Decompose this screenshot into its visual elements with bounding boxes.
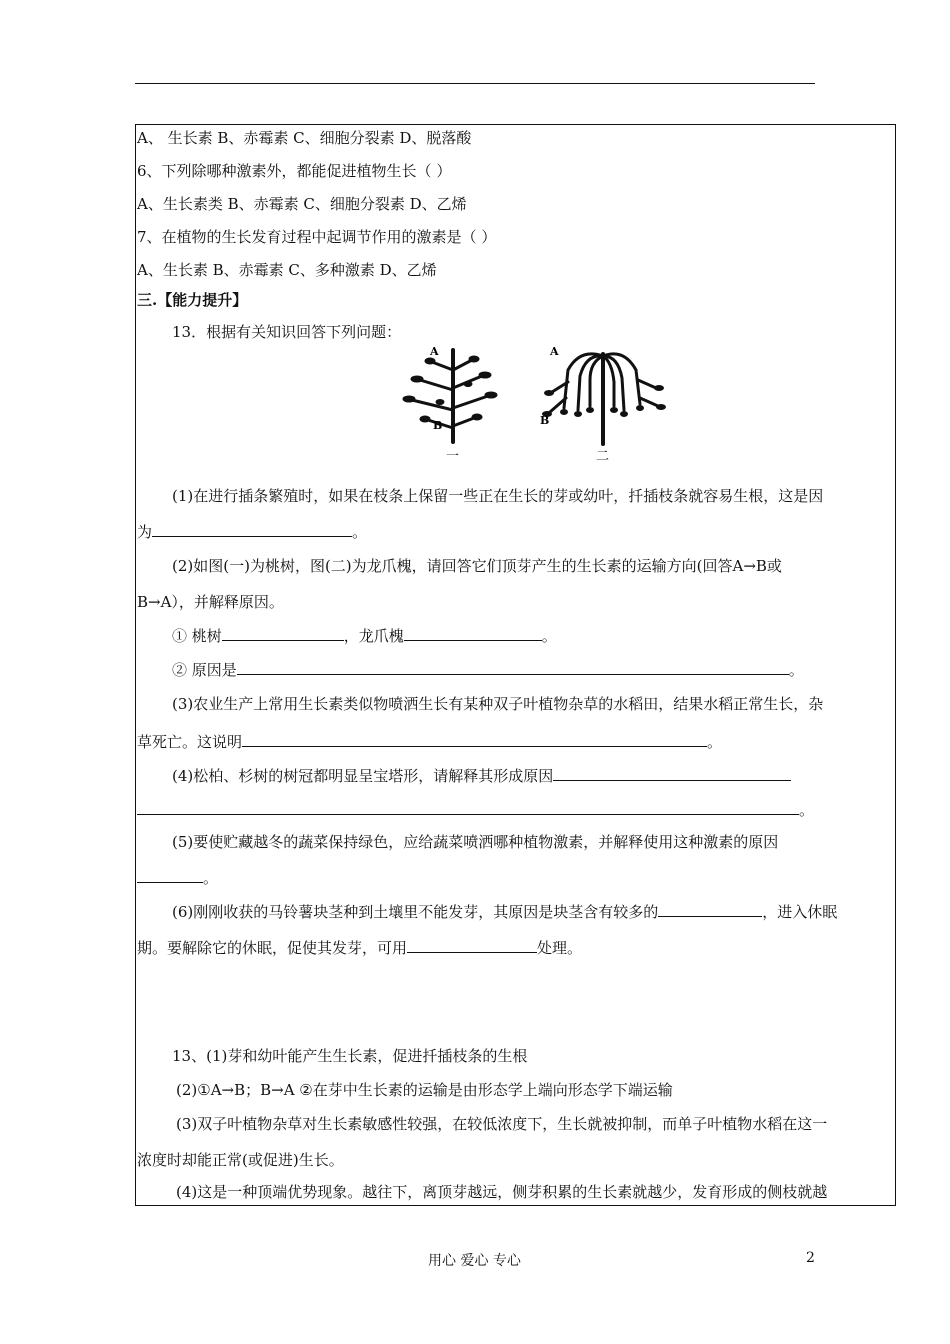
crown-reason-blank-2[interactable] xyxy=(137,800,799,815)
p2-line-a: (2)如图(一)为桃树，图(二)为龙爪槐，请回答它们顶芽产生的生长素的运输方向(回答A→B或 xyxy=(172,557,782,575)
hormone-blank[interactable] xyxy=(137,868,203,883)
p2-d-pre: ② 原因是 xyxy=(172,661,237,679)
p3-line-b xyxy=(137,732,722,752)
q7-stem: 7、在植物的生长发育过程中起调节作用的激素是（ ） xyxy=(137,228,497,246)
reason-blank[interactable] xyxy=(237,660,789,675)
p4-a-pre: (4)松柏、杉树的树冠都明显呈宝塔形，请解释其形成原因 xyxy=(172,767,554,785)
p5-b-post: 。 xyxy=(203,869,219,887)
p6-line-b xyxy=(137,938,582,958)
crown-reason-blank[interactable] xyxy=(553,766,791,781)
pagoda-tree-drawing xyxy=(542,354,666,444)
footer-motto: 用心 爱心 专心 xyxy=(428,1253,521,1269)
q13-stem: 13．根据有关知识回答下列问题： xyxy=(172,323,402,341)
treatment-blank[interactable] xyxy=(407,938,537,953)
q6-options: A、生长素类 B、赤霉素 C、细胞分裂素 D、乙烯 xyxy=(137,195,467,213)
pagoda-label-b: B xyxy=(540,414,550,427)
plant-figure xyxy=(390,340,680,465)
caption-one: 一 xyxy=(446,449,460,464)
p2-c-mid: ，龙爪槐 xyxy=(343,627,404,645)
pagoda-label-a: A xyxy=(550,345,559,358)
p2-line-d xyxy=(172,660,804,680)
peach-tree-drawing xyxy=(403,350,497,442)
p6-b-post: 处理。 xyxy=(537,939,583,957)
dormancy-blank[interactable] xyxy=(658,902,762,917)
p3-b-pre: 草死亡。这说明 xyxy=(137,733,243,751)
p5-line-a: (5)要使贮藏越冬的蔬菜保持绿色，应给蔬菜喷洒哪种植物激素，并解释使用这种激素的原因 xyxy=(172,833,779,851)
page-number: 2 xyxy=(806,1250,815,1266)
p6-a-post: ，进入休眠 xyxy=(762,903,838,921)
answer-2: (2)①A→B；B→A ②在芽中生长素的运输是由形态学上端向形态学下端运输 xyxy=(176,1081,673,1099)
q5-options: A、 生长素 B、赤霉素 C、细胞分裂素 D、脱落酸 xyxy=(137,129,472,147)
q6-stem: 6、下列除哪种激素外，都能促进植物生长（ ） xyxy=(137,162,452,180)
p2-c-pre: ① 桃树 xyxy=(172,627,222,645)
p2-line-c xyxy=(172,626,557,646)
p4-line-b xyxy=(137,800,814,820)
p5-line-b xyxy=(137,868,218,888)
answer-3b: 浓度时却能正常(或促进)生长。 xyxy=(137,1151,344,1169)
p1-b-pre: 为 xyxy=(137,523,153,541)
p1-b-post: 。 xyxy=(352,523,368,541)
p2-line-b: B→A），并解释原因。 xyxy=(137,593,284,611)
caption-two: 二 xyxy=(596,449,610,464)
explanation-blank[interactable] xyxy=(242,732,707,747)
p6-a-pre: (6)刚刚收获的马铃薯块茎种到土壤里不能发芽，其原因是块茎含有较多的 xyxy=(172,903,659,921)
p6-line-a xyxy=(172,902,837,922)
peach-blank[interactable] xyxy=(222,626,344,641)
pagoda-blank[interactable] xyxy=(404,626,542,641)
peach-label-a: A xyxy=(430,345,439,358)
p2-c-post: 。 xyxy=(541,627,557,645)
p4-b-post: 。 xyxy=(799,801,815,819)
answer-3a: (3)双子叶植物杂草对生长素敏感性较强，在较低浓度下，生长就被抑制，而单子叶植物水稻在这一 xyxy=(176,1115,828,1133)
p6-b-pre: 期。要解除它的休眠，促使其发芽，可用 xyxy=(137,939,408,957)
q7-options: A、生长素 B、赤霉素 C、多种激素 D、乙烯 xyxy=(137,261,437,279)
p3-line-a: (3)农业生产上常用生长素类似物喷洒生长有某种双子叶植物杂草的水稻田，结果水稻正常生长，杂 xyxy=(172,695,824,713)
answer-1: 13、(1)芽和幼叶能产生生长素，促进扦插枝条的生根 xyxy=(172,1047,528,1065)
peach-label-b: B xyxy=(433,419,443,432)
p1-blank[interactable] xyxy=(152,522,352,537)
p2-d-post: 。 xyxy=(788,661,804,679)
p4-line-a xyxy=(172,766,791,786)
answer-4: (4)这是一种顶端优势现象。越往下，离顶芽越远，侧芽积累的生长素就越少，发育形成的侧枝就越 xyxy=(176,1183,828,1201)
p1-line-a: (1)在进行插条繁殖时，如果在枝条上保留一些正在生长的芽或幼叶，扦插枝条就容易生根，这是因 xyxy=(172,487,824,505)
section-title: 三.【能力提升】 xyxy=(137,291,248,309)
p3-b-post: 。 xyxy=(707,733,723,751)
p1-line-b xyxy=(137,522,367,542)
header-rule xyxy=(135,83,815,84)
